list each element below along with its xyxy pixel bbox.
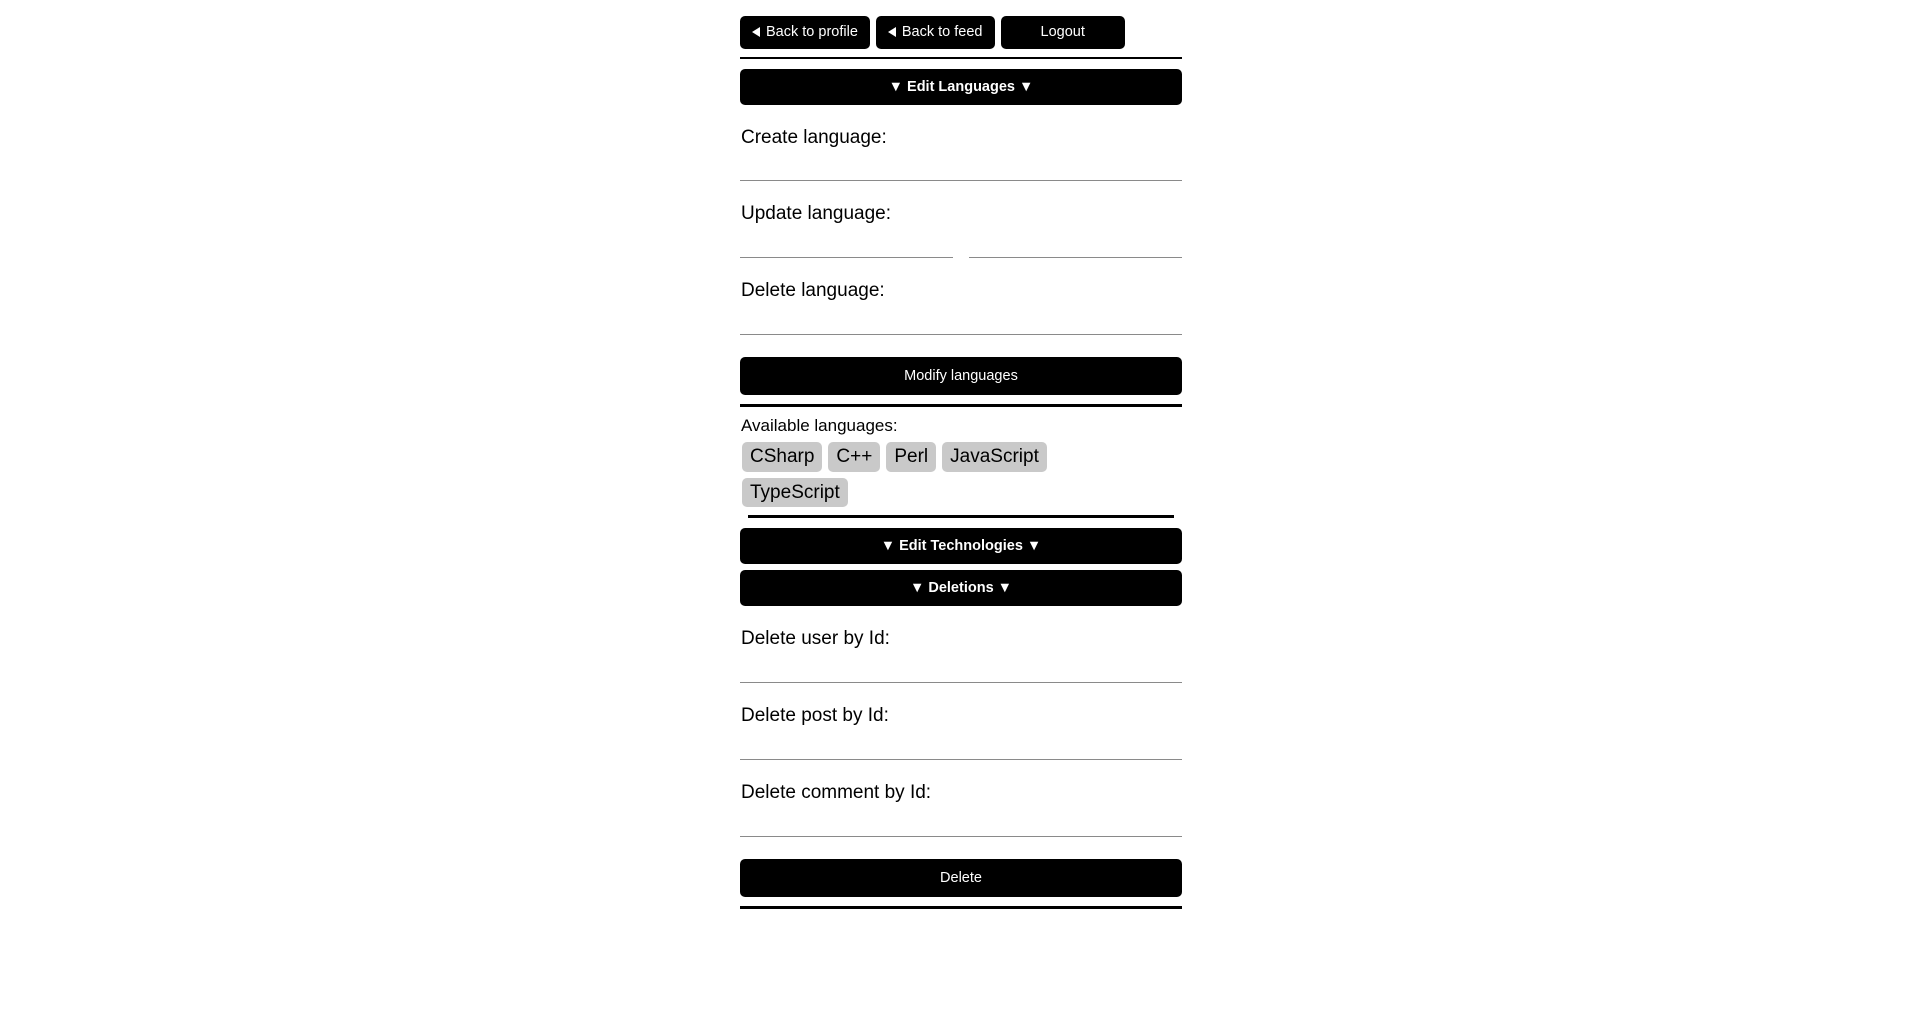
list-item[interactable]: C++ bbox=[828, 442, 880, 472]
back-to-profile-label: Back to profile bbox=[766, 24, 858, 40]
back-to-feed-button[interactable] bbox=[876, 16, 995, 49]
delete-language-input[interactable] bbox=[740, 303, 1182, 335]
languages-panel bbox=[740, 127, 1182, 519]
delete-comment-label: Delete comment by Id: bbox=[741, 781, 932, 803]
languages-divider bbox=[740, 404, 1182, 407]
delete-button[interactable]: Delete bbox=[740, 859, 1182, 897]
delete-post-label: Delete post by Id: bbox=[741, 705, 889, 727]
list-item[interactable]: JavaScript bbox=[942, 442, 1047, 472]
section-edit-languages[interactable]: ▼ Edit Languages ▼ bbox=[740, 69, 1182, 105]
create-language-label: Create language: bbox=[741, 126, 887, 148]
create-language-input[interactable] bbox=[740, 149, 1182, 181]
main-column bbox=[740, 0, 1182, 918]
update-language-label: Update language: bbox=[741, 203, 892, 225]
triangle-left-icon bbox=[888, 27, 896, 37]
navbar-divider bbox=[740, 57, 1182, 59]
section-edit-technologies[interactable]: ▼ Edit Technologies ▼ bbox=[740, 528, 1182, 564]
modify-languages-button[interactable]: Modify languages bbox=[740, 357, 1182, 395]
delete-language-label: Delete language: bbox=[741, 280, 885, 302]
back-to-feed-label: Back to feed bbox=[901, 24, 983, 40]
deletions-panel bbox=[740, 628, 1182, 908]
section-deletions[interactable]: ▼ Deletions ▼ bbox=[740, 570, 1182, 606]
delete-user-input[interactable] bbox=[740, 651, 1182, 683]
top-navbar bbox=[740, 0, 1182, 49]
triangle-left-icon bbox=[752, 27, 760, 37]
available-languages-divider bbox=[748, 515, 1174, 518]
update-language-old-input[interactable] bbox=[740, 226, 953, 258]
list-item[interactable]: Perl bbox=[886, 442, 936, 472]
logout-label: Logout bbox=[1040, 24, 1085, 40]
logout-button[interactable] bbox=[1001, 16, 1125, 49]
delete-user-label: Delete user by Id: bbox=[741, 628, 890, 650]
delete-comment-input[interactable] bbox=[740, 805, 1182, 837]
update-language-new-input[interactable] bbox=[969, 226, 1182, 258]
delete-post-input[interactable] bbox=[740, 728, 1182, 760]
available-languages-list bbox=[742, 442, 1102, 508]
update-language-row bbox=[740, 226, 1182, 258]
available-languages-label: Available languages: bbox=[741, 415, 898, 435]
back-to-profile-button[interactable] bbox=[740, 16, 870, 49]
list-item[interactable]: CSharp bbox=[742, 442, 822, 472]
list-item[interactable]: TypeScript bbox=[742, 478, 848, 508]
deletions-divider bbox=[740, 906, 1182, 909]
